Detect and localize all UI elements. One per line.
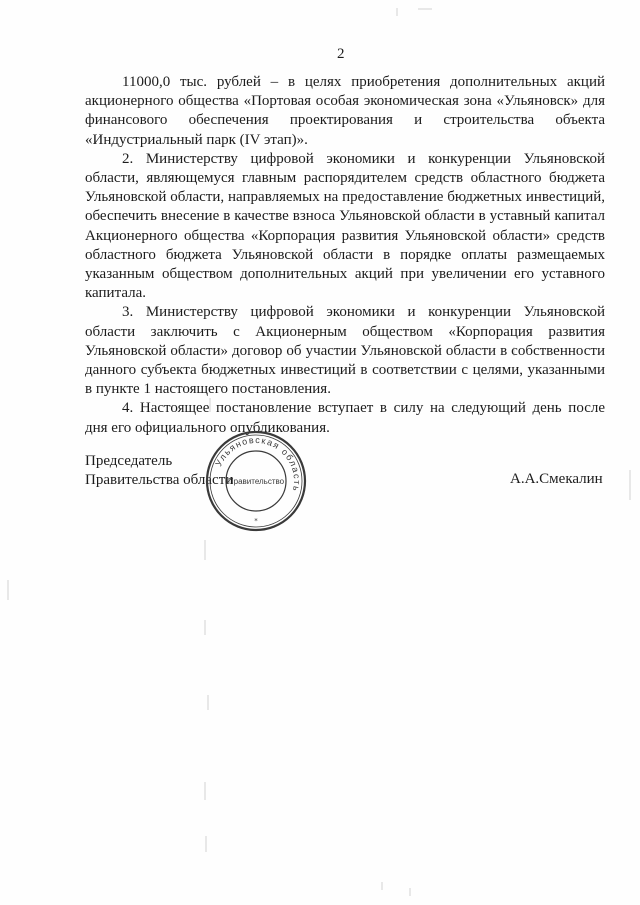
paragraph-4: 4. Настоящее постановление вступает в силу на следующий день после дня его официального опубликования. <box>85 400 605 436</box>
paragraph-1: 11000,0 тыс. рублей – в целях приобретения дополнительных акций акционерного общества «Портовая особая экономическая зона «Ульяновск» для финансового обеспечения проектирования и строительства объекта «Индустриальный парк (IV этап)». <box>85 74 605 148</box>
signatory-title-line-1: Председатель <box>85 453 173 469</box>
stamp-ring-text: Ульяновская область <box>213 434 303 494</box>
paragraph-2: 2. Министерству цифровой экономики и конкуренции Ульяновской области, являющемуся главным распорядителем средств областного бюджета Ульяновской области, направляемых на предоставление бюджетных инвестиций, обеспечить внесение в качестве взноса Ульяновской области в уставный капитал Акционерного общества «Корпорация развития Ульяновской области» средств областного бюджета Ульяновской области в порядке оплаты размещаемых указанным обществом дополнительных акций при увеличении его уставного капитала. <box>85 150 605 302</box>
document-body <box>85 73 605 438</box>
official-seal-stamp <box>204 429 308 533</box>
stamp-center-text: Правительство <box>227 477 285 486</box>
signatory-title-line-2: Правительства области <box>85 472 234 488</box>
svg-text:*: * <box>254 517 258 525</box>
page-number: 2 <box>337 46 345 62</box>
signatory-name: А.А.Смекалин <box>510 471 603 487</box>
paragraph-3: 3. Министерству цифровой экономики и конкуренции Ульяновской области заключить с Акционерным обществом «Корпорация развития Ульяновской области» договор об участии Ульяновской области в собственности данного субъекта бюджетных инвестиций в соответствии с целями, указанными в пункте 1 настоящего постановления. <box>85 304 605 398</box>
